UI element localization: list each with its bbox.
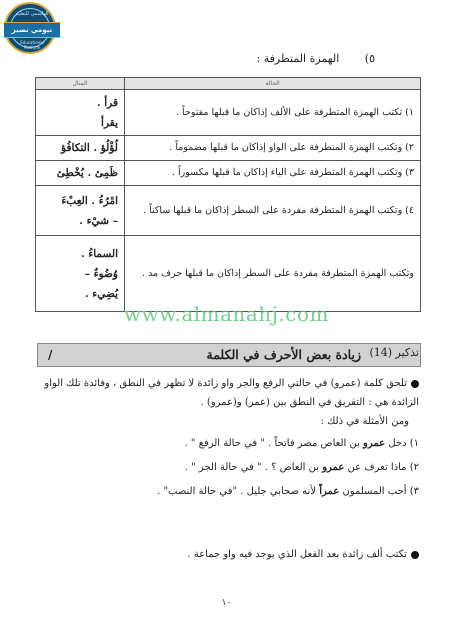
example-text: يقرأ — [101, 116, 118, 129]
rule-cell: وتكتب الهمزة المتطرفة مفردة على السطر إذاكان ما قبلها حرف مد . — [125, 236, 421, 312]
bullet-icon — [411, 380, 419, 388]
rule-cell: ٤) وتكتب الهمزة المتطرفة مفردة على السطر إذاكان ما قبلها ساكناً . — [125, 186, 421, 236]
example-1 — [184, 437, 419, 451]
example-3 — [157, 485, 419, 499]
example-1-bold: عمرو — [363, 438, 386, 449]
watermark: www.almanahj.com — [123, 302, 329, 326]
example-2-bold: عمرو — [322, 462, 345, 473]
example-3-pre: ٣) أحب المسلمون — [339, 486, 419, 497]
topic-label — [369, 346, 419, 359]
rule-cell: ٢) وتكتب الهمزة المتطرفة على الواو إذاكان ما قبلها مضموماً . — [125, 136, 421, 161]
rule-cell: ١) تكتب الهمزة المتطرفة على الألف إذاكان ما قبلها مفتوحاً . — [125, 90, 421, 136]
example-text: وُضُوءٌ – — [84, 267, 118, 280]
paragraph-1-text: تلحق كلمة (عمرو) في حالتي الرفع والجر واو زائدة لا تظهر في النطق ، وفائدة تلك الواو — [44, 378, 407, 389]
publisher-logo — [4, 2, 56, 54]
bullet-icon — [411, 551, 419, 559]
example-1-post: بن العاص مصر فاتحاً . " في حالة الرفع " . — [184, 438, 364, 449]
example-text: – شيْء . — [79, 214, 118, 227]
rule-cell: ٣) وتكتب الهمزة المتطرفة على الياء إذاكان ما قبلها مكسوراً . — [125, 161, 421, 186]
paragraph-1-continued: الزائدة هي : التفريق في النطق بين (عمر) و(عمرو) . — [200, 397, 419, 408]
header-example: المثال — [36, 78, 125, 90]
examples-intro: ومن الأمثلة في ذلك : — [320, 416, 409, 427]
table-row — [36, 186, 421, 236]
example-2 — [185, 461, 419, 475]
example-text: قرأ . — [96, 96, 118, 109]
header-rule: الحالة — [125, 78, 421, 90]
table-row — [36, 236, 421, 312]
logo-banner: نيومي نصير — [4, 22, 60, 38]
topic-label-text: تذكير — [395, 346, 419, 359]
table-row — [36, 90, 421, 136]
example-cell — [36, 161, 125, 186]
example-cell — [36, 236, 125, 312]
example-text: امْرُءُ . العِبْءَ — [61, 194, 118, 207]
table-header-row — [36, 78, 421, 90]
table-row — [36, 136, 421, 161]
section-number: ٥) — [364, 52, 375, 65]
example-2-post: بن العاص ؟ . " في حالة الجر " . — [184, 462, 323, 473]
table-row — [36, 161, 421, 186]
page-number: ١٠ — [221, 598, 232, 608]
example-cell — [36, 186, 125, 236]
example-cell — [36, 90, 125, 136]
hamza-rules-table — [35, 77, 421, 312]
example-3-post: لأنه صحابي جليل . "في حالة النصب" . — [157, 486, 320, 497]
example-2-pre: ٢) ماذا تعرف عن — [344, 462, 419, 473]
paragraph-1 — [34, 377, 419, 391]
topic-title: زيادة بعض الأحرف في الكلمة — [206, 347, 361, 362]
example-text: لُؤْلُؤ . التكافُؤ — [61, 142, 118, 154]
paragraph-3-text: تكتب ألف زائدة بعد الفعل الذي يوجد فيه واو جماعة . — [187, 549, 407, 560]
example-cell — [36, 136, 125, 161]
example-text: يُضِيء . — [84, 287, 118, 300]
example-text: السماءُ . — [80, 247, 118, 260]
topic-number: (14) — [369, 346, 393, 359]
section-title: الهمزة المتطرفة : — [256, 52, 340, 65]
example-1-pre: ١) دخل — [385, 438, 419, 449]
logo-bottom-text: Educational Platform — [20, 40, 44, 50]
example-text: ظَمِئ . يُخْطِئ — [56, 167, 118, 179]
logo-top-text: الهاشمي للتعليم — [15, 11, 49, 17]
section-heading — [257, 52, 375, 65]
paragraph-3 — [187, 548, 419, 562]
topic-slash: / — [48, 348, 53, 362]
example-3-bold: عمراً — [319, 486, 340, 497]
